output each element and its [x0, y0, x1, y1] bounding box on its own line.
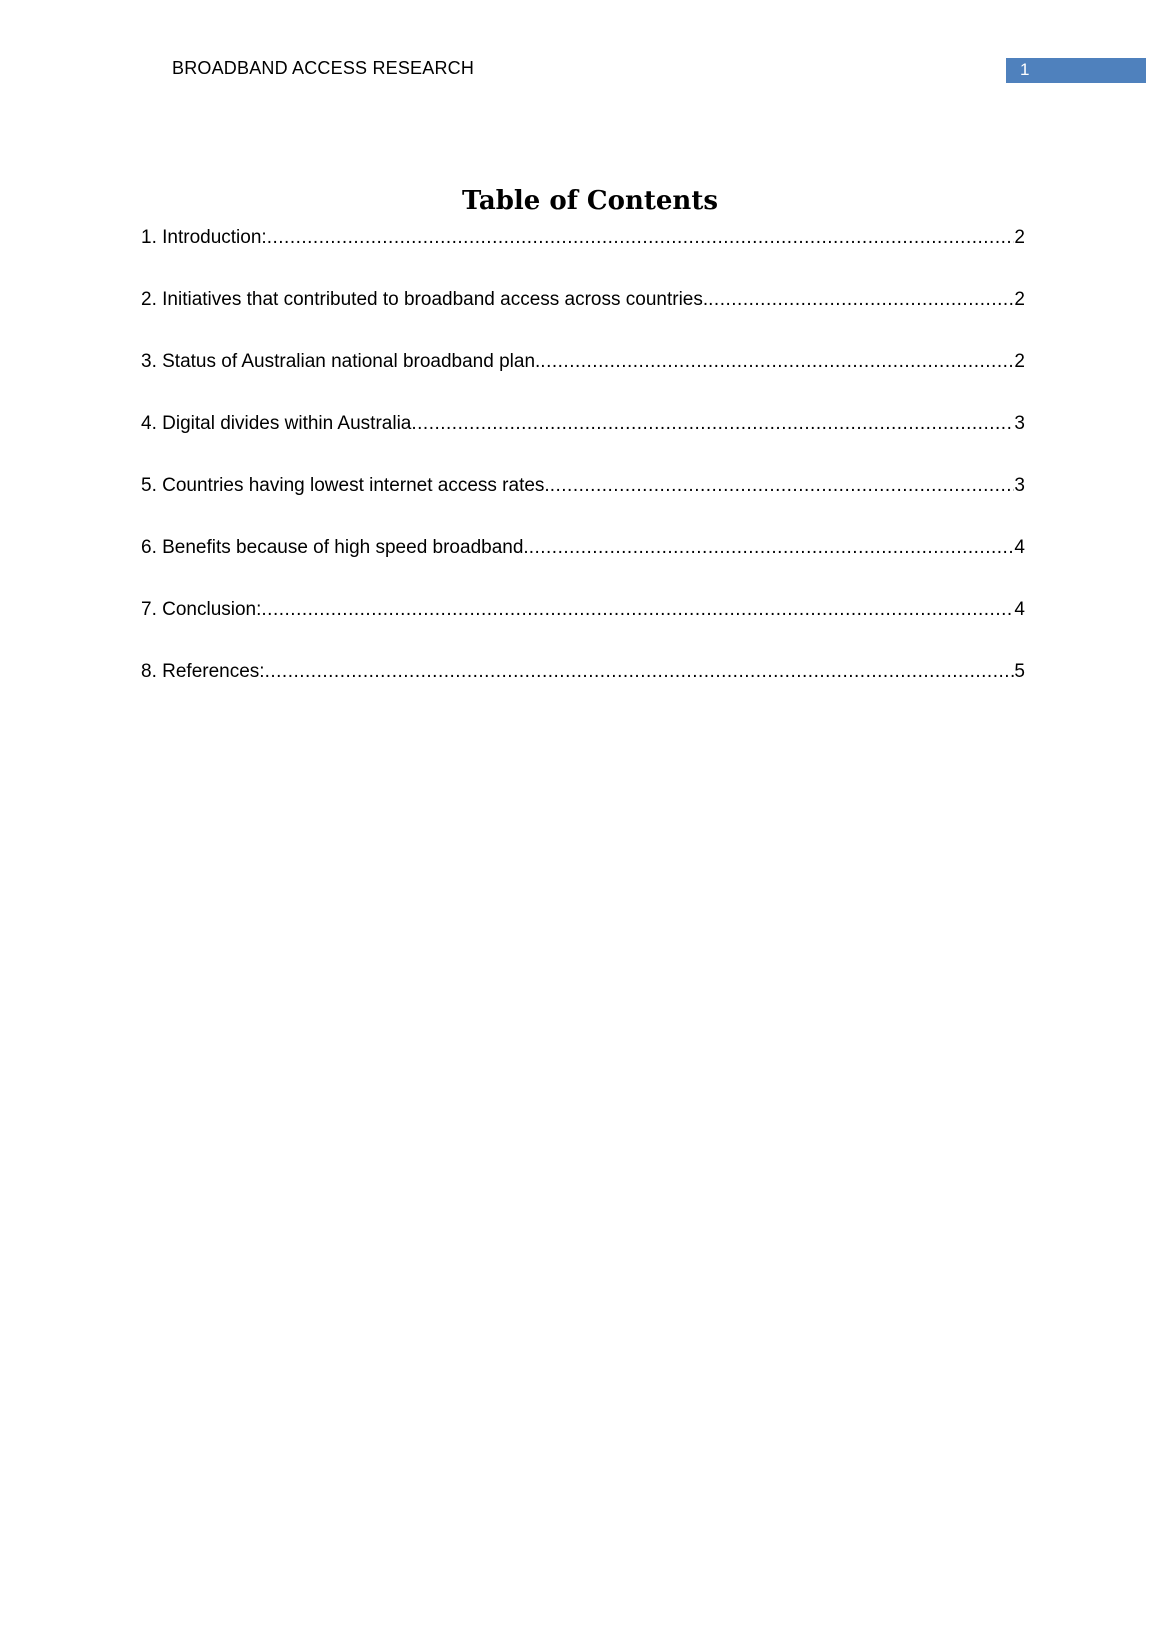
page-number-box [1006, 58, 1146, 83]
toc-title: Table of Contents [462, 186, 718, 216]
toc-entry-label: 3. Status of Australian national broadband plan. [141, 351, 541, 372]
running-header-title: BROADBAND ACCESS RESEARCH [172, 58, 475, 78]
toc-entry-page: 2 [1014, 227, 1025, 248]
toc-dot-leader [529, 534, 1015, 562]
toc-dot-leader [550, 472, 1015, 500]
page-number: 1 [1020, 60, 1030, 79]
toc-list [141, 224, 1025, 720]
toc-entry-label: 7. Conclusion: [141, 599, 262, 620]
toc-entry-page: 3 [1014, 413, 1025, 434]
toc-entry-benefits[interactable] [141, 534, 1025, 596]
toc-entry-status-nbn[interactable] [141, 348, 1025, 410]
toc-entry-page: 5 [1014, 661, 1025, 682]
toc-entry-label: 8. References: [141, 661, 265, 682]
toc-dot-leader [261, 596, 1014, 624]
toc-entry-initiatives[interactable] [141, 286, 1025, 348]
toc-dot-leader [540, 348, 1014, 376]
toc-entry-references[interactable] [141, 658, 1025, 720]
toc-entry-page: 2 [1014, 351, 1025, 372]
toc-entry-label: 5. Countries having lowest internet access rates. [141, 475, 550, 496]
toc-entry-introduction[interactable] [141, 224, 1025, 286]
toc-entry-label: 2. Initiatives that contributed to broadband access across countries. [141, 289, 709, 310]
toc-entry-label: 1. Introduction: [141, 227, 267, 248]
toc-entry-page: 2 [1014, 289, 1025, 310]
toc-dot-leader [411, 410, 1014, 438]
toc-entry-page: 3 [1014, 475, 1025, 496]
toc-entry-lowest-access[interactable] [141, 472, 1025, 534]
toc-entry-label: 6. Benefits because of high speed broadband. [141, 537, 529, 558]
toc-dot-leader [267, 224, 1015, 252]
toc-entry-page: 4 [1014, 537, 1025, 558]
toc-entry-page: 4 [1014, 599, 1025, 620]
toc-entry-label: 4. Digital divides within Australia [141, 413, 412, 434]
toc-entry-digital-divides[interactable] [141, 410, 1025, 472]
toc-entry-conclusion[interactable] [141, 596, 1025, 658]
toc-dot-leader [708, 286, 1014, 314]
toc-dot-leader [265, 658, 1015, 686]
